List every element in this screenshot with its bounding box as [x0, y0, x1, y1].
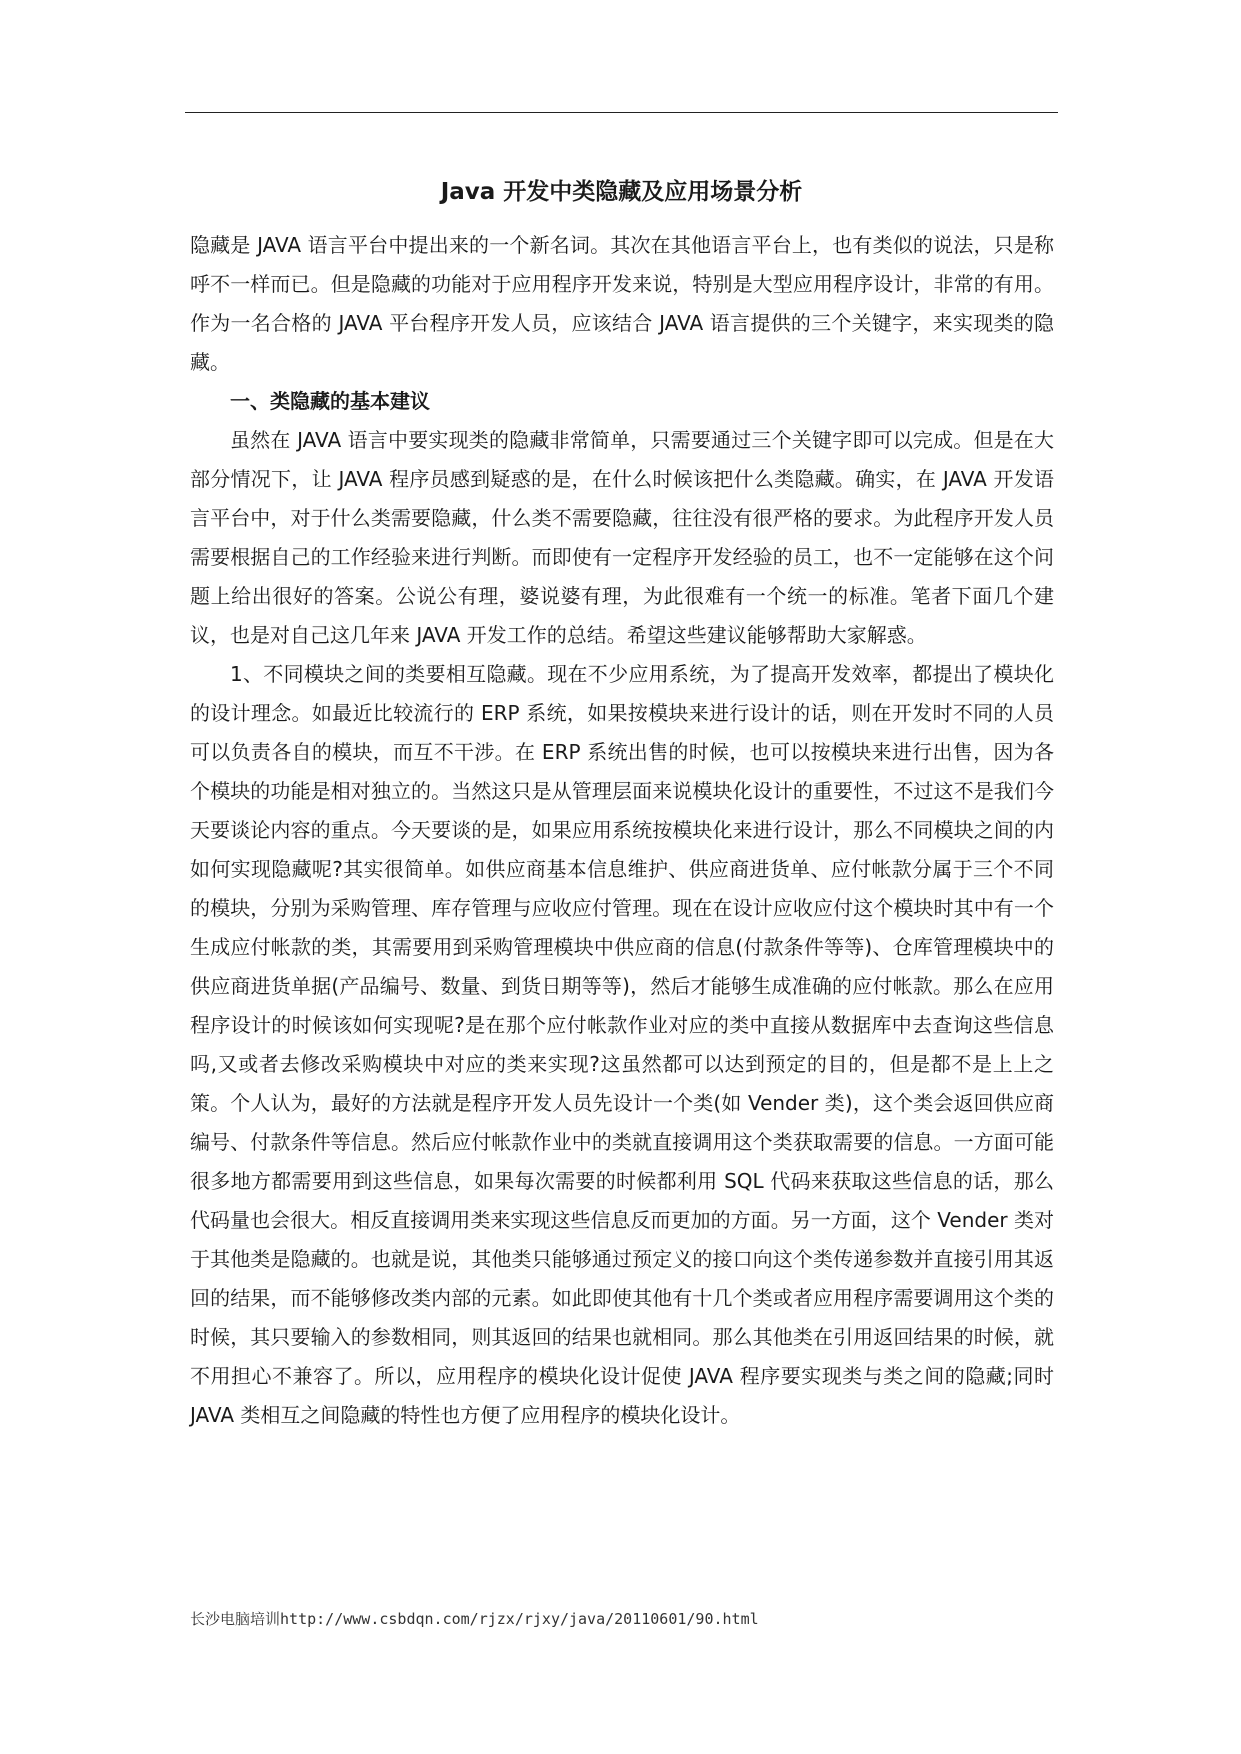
footer-label: 长沙电脑培训 — [190, 1610, 281, 1628]
body-paragraph-1: 虽然在 JAVA 语言中要实现类的隐藏非常简单，只需要通过三个关键字即可以完成。但是在大部分情况下，让 JAVA 程序员感到疑惑的是，在什么时候该把什么类隐藏。确实，在 JAVA 开发语言平台中，对于什么类需要隐藏，什么类不需要隐藏，往往没有很严格的要求。为此程序开发人员需要根据自己的工作经验来进行判断。而即使有一定程序开发经验的员工，也不一定能够在这个问题上给出很好的答案。公说公有理，婆说婆有理，为此很难有一个统一的标准。笔者下面几个建议，也是对自己这几年来 JAVA 开发工作的总结。希望这些建议能够帮助大家解惑。 — [190, 428, 1054, 647]
intro-paragraph: 隐藏是 JAVA 语言平台中提出来的一个新名词。其次在其他语言平台上，也有类似的说法，只是称呼不一样而已。但是隐藏的功能对于应用程序开发来说，特别是大型应用程序设计，非常的有用。作为一名合格的 JAVA 平台程序开发人员，应该结合 JAVA 语言提供的三个关键字，来实现类的隐藏。 — [190, 233, 1054, 374]
footer-url[interactable]: http://www.csbdqn.com/rjzx/rjxy/java/20110601/90.html — [280, 1610, 759, 1628]
page-footer — [190, 1608, 759, 1629]
body-paragraph-2: 1、不同模块之间的类要相互隐藏。现在不少应用系统，为了提高开发效率，都提出了模块化的设计理念。如最近比较流行的 ERP 系统，如果按模块来进行设计的话，则在开发时不同的人员可以负责各自的模块，而互不干涉。在 ERP 系统出售的时候，也可以按模块来进行出售，因为各个模块的功能是相对独立的。当然这只是从管理层面来说模块化设计的重要性，不过这不是我们今天要谈论内容的重点。今天要谈的是，如果应用系统按模块化来进行设计，那么不同模块之间的内如何实现隐藏呢?其实很简单。如供应商基本信息维护、供应商进货单、应付帐款分属于三个不同的模块，分别为采购管理、库存管理与应收应付管理。现在在设计应收应付这个模块时其中有一个生成应付帐款的类，其需要用到采购管理模块中供应商的信息(付款条件等等)、仓库管理模块中的供应商进货单据(产品编号、数量、到货日期等等)，然后才能够生成准确的应付帐款。那么在应用程序设计的时候该如何实现呢?是在那个应付帐款作业对应的类中直接从数据库中去查询这些信息吗,又或者去修改采购模块中对应的类来实现?这虽然都可以达到预定的目的，但是都不是上上之策。个人认为，最好的方法就是程序开发人员先设计一个类(如 Vender 类)，这个类会返回供应商编号、付款条件等信息。然后应付帐款作业中的类就直接调用这个类获取需要的信息。一方面可能很多地方都需要用到这些信息，如果每次需要的时候都利用 SQL 代码来获取这些信息的话，那么代码量也会很大。相反直接调用类来实现这些信息反而更加的方面。另一方面，这个 Vender 类对于其他类是隐藏的。也就是说，其他类只能够通过预定义的接口向这个类传递参数并直接引用其返回的结果，而不能够修改类内部的元素。如此即使其他有十几个类或者应用程序需要调用这个类的时候，其只要输入的参数相同，则其返回的结果也就相同。那么其他类在引用返回结果的时候，就不用担心不兼容了。所以，应用程序的模块化设计促使 JAVA 程序要实现类与类之间的隐藏;同时 JAVA 类相互之间隐藏的特性也方便了应用程序的模块化设计。 — [190, 662, 1054, 1427]
document-body — [190, 226, 1054, 1435]
document-title: Java 开发中类隐藏及应用场景分析 — [440, 179, 803, 205]
header-rule — [185, 112, 1058, 113]
section-heading: 一、类隐藏的基本建议 — [230, 389, 430, 413]
